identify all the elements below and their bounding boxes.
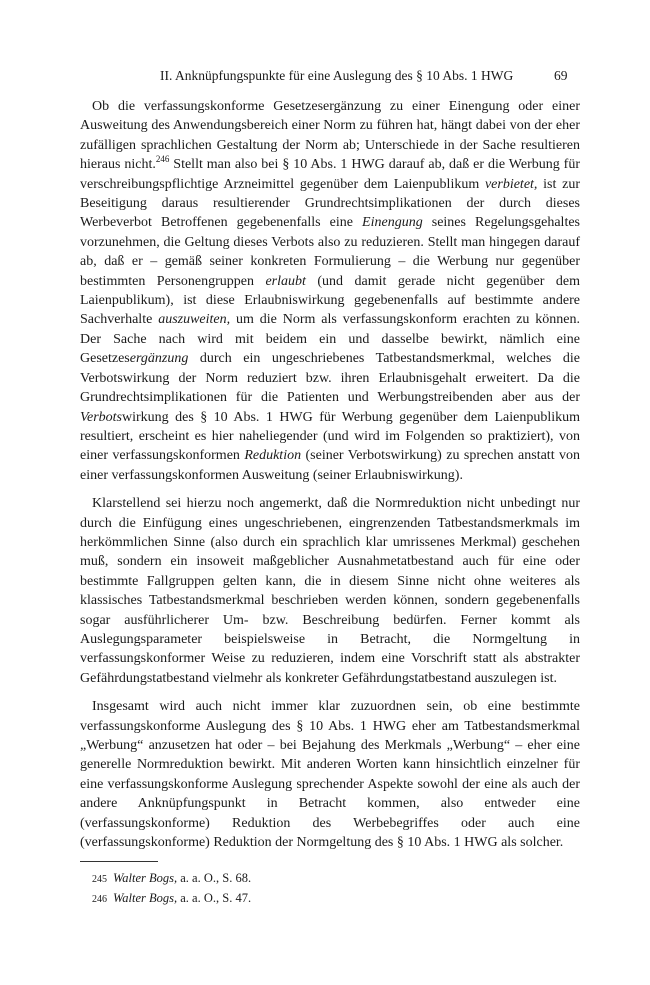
footnote-245: 245 Walter Bogs, a. a. O., S. 68. — [92, 871, 252, 885]
footnote-reference: 246 — [155, 153, 170, 164]
header-title: II. Anknüpfungspunkte für eine Auslegung des § 10 Abs. 1 HWG — [160, 68, 514, 83]
running-header — [0, 68, 650, 88]
paragraph-3: Insgesamt wird auch nicht immer klar zuzuordnen sein, ob eine bestimmte verfassungskonforme Auslegung des § 10 Abs. 1 HWG eher am Tatbestandsmerkmal „Werbung“ anzusetzen hat oder – bei Bejahung des Merkmals „Werbung“ – eher eine generelle Normreduktion bewirkt. Mit anderen Worten kann hinsichtlich einzelner für eine verfassungskonforme Auslegung sprechender Aspekte sowohl der eine als auch der andere Anknüpfungspunkt in Betracht kommen, also entweder eine (verfassungskonforme) Reduktion des Werbebegriffes oder auch eine (verfassungskonforme) Reduktion der Normgeltung des § 10 Abs. 1 HWG als solcher. — [80, 699, 580, 851]
page-number: 69 — [554, 68, 568, 83]
body-text — [80, 97, 580, 852]
paragraph-2: Klarstellend sei hierzu noch angemerkt, daß die Normreduktion nicht unbedingt nur durch die Einfügung eines ungeschriebenen, eingrenzenden Tatbestandsmerkmals im herkömmlichen Sinne (also durch ein sprachlich klar umrissenes Merkmal) geschehen muß, sondern ein insoweit maßgeblicher Ausnahmetatbestand auch für eine oder bestimmte Fallgruppen gelten kann, die in diesem Sinne nicht ohne weiteres als klassisches Tatbestandsmerkmal beschrieben werden können, sondern gegebenenfalls sogar ausführlicherer Um- bzw. Beschreibung bedürfen. Ferner kommt als Auslegungsparameter beispielsweise in Betracht, die Normgeltung in verfassungskonformer Weise zu reduzieren, indem eine Vorschrift statt als abstrakter Gefährdungstatbestand vielmehr als konkreter Gefährdungstatbestand auszulegen ist. — [80, 496, 580, 686]
footnote-246: 246 Walter Bogs, a. a. O., S. 47. — [92, 891, 252, 905]
footnotes — [92, 869, 251, 909]
paragraph-1: Ob die verfassungskonforme Gesetzesergänzung zu einer Einengung oder einer Ausweitung des Anwendungsbereich einer Norm zu führen hat, hängt dabei von der eher zufälligen sprachlichen Gestaltung der Norm ab; Unterschiede in der Sache resultieren hieraus nicht.$^{246}$ Stellt man also bei § 10 Abs. 1 HWG darauf ab, daß er die Werbung für verschreibungspflichtige Arzneimittel gegenüber dem Laienpublikum verbietet, ist zur Beseitigung daraus resultierender Grundrechtsimplikationen der durch dieses Werbeverbot Betroffenen gegebenenfalls eine Einengung seines Regelungsgehaltes vorzunehmen, die Geltung dieses Verbots also zu reduzieren. Stellt man hingegen darauf ab, daß er – gemäß seiner konkreten Formulierung – die Werbung nur gegenüber bestimmten Personengruppen erlaubt (und damit gerade nicht gegenüber dem Laienpublikum), ist diese Erlaubniswirkung gegebenenfalls auf bestimmte andere Sachverhalte auszuweiten, um die Norm als verfassungskonform erachten zu können. Der Sache nach wird mit beidem ein und dasselbe bewirkt, nämlich eine Gesetzesergänzung durch ein ungeschriebenes Tatbestandsmerkmal, welches die Verbotswirkung der Norm reduziert bzw. ihren Erlaubnisgehalt erweitert. Da die Grundrechtsimplikationen für die Patienten und Werbungstreibenden aber aus der Verbotswirkung des § 10 Abs. 1 HWG für Werbung gegenüber dem Laienpublikum resultiert, erscheint es hier naheliegender (und wird im Folgenden so praktiziert), von einer verfassungskonformen Reduktion (seiner Verbotswirkung) zu sprechen anstatt von einer verfassungskonformen Ausweitung (seiner Erlaubniswirkung). — [80, 99, 581, 483]
footnote-divider — [80, 861, 158, 862]
